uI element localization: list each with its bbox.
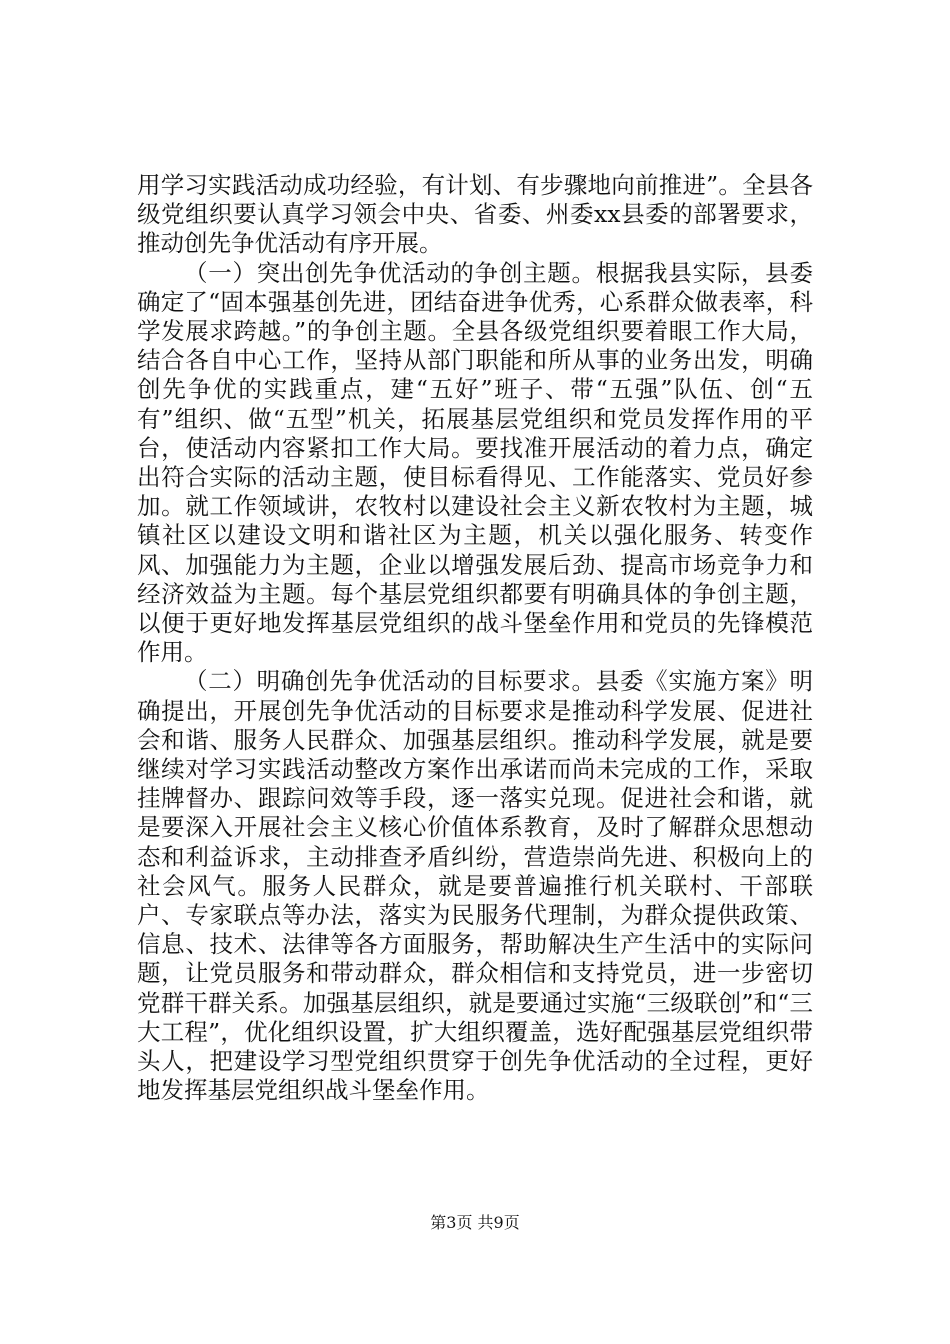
paragraph-continuation: 用学习实践活动成功经验，有计划、有步骤地向前推进”。全县各级党组织要认真学习领会中央、省委、州委xx县委的部署要求，推动创先争优活动有序开展。 <box>137 171 813 258</box>
page-number-footer: 第3页 共9页 <box>430 1213 520 1232</box>
paragraph-section-one: （一）突出创先争优活动的争创主题。根据我县实际，县委确定了“固本强基创先进，团结奋进争优秀，心系群众做表率，科学发展求跨越。”的争创主题。全县各级党组织要着眼工作大局，结合各自中心工作，坚持从部门职能和所从事的业务出发，明确创先争优的实践重点，建“五好”班子、带“五强”队伍、创“五有”组织、做“五型”机关，拓展基层党组织和党员发挥作用的平台，使活动内容紧扣工作大局。要找准开展活动的着力点，确定出符合实际的活动主题，使目标看得见、工作能落实、党员好参加。就工作领域讲，农牧村以建设社会主义新农牧村为主题，城镇社区以建设文明和谐社区为主题，机关以强化服务、转变作风、加强能力为主题，企业以增强发展后劲、提高市场竞争力和经济效益为主题。每个基层党组织都要有明确具体的争创主题，以便于更好地发挥基层党组织的战斗堡垒作用和党员的先锋模范作用。 <box>137 258 813 667</box>
document-body <box>137 171 813 1106</box>
paragraph-section-two: （二）明确创先争优活动的目标要求。县委《实施方案》明确提出，开展创先争优活动的目标要求是推动科学发展、促进社会和谐、服务人民群众、加强基层组织。推动科学发展，就是要继续对学习实践活动整改方案作出承诺而尚未完成的工作，采取挂牌督办、跟踪问效等手段，逐一落实兑现。促进社会和谐，就是要深入开展社会主义核心价值体系教育，及时了解群众思想动态和利益诉求，主动排查矛盾纠纷，营造崇尚先进、积极向上的社会风气。服务人民群众，就是要普遍推行机关联村、干部联户、专家联点等办法，落实为民服务代理制，为群众提供政策、信息、技术、法律等各方面服务，帮助解决生产生活中的实际问题，让党员服务和带动群众，群众相信和支持党员，进一步密切党群干群关系。加强基层组织，就是要通过实施“三级联创”和“三大工程”，优化组织设置，扩大组织覆盖，选好配强基层党组织带头人，把建设学习型党组织贯穿于创先争优活动的全过程，更好地发挥基层党组织战斗堡垒作用。 <box>137 667 813 1105</box>
